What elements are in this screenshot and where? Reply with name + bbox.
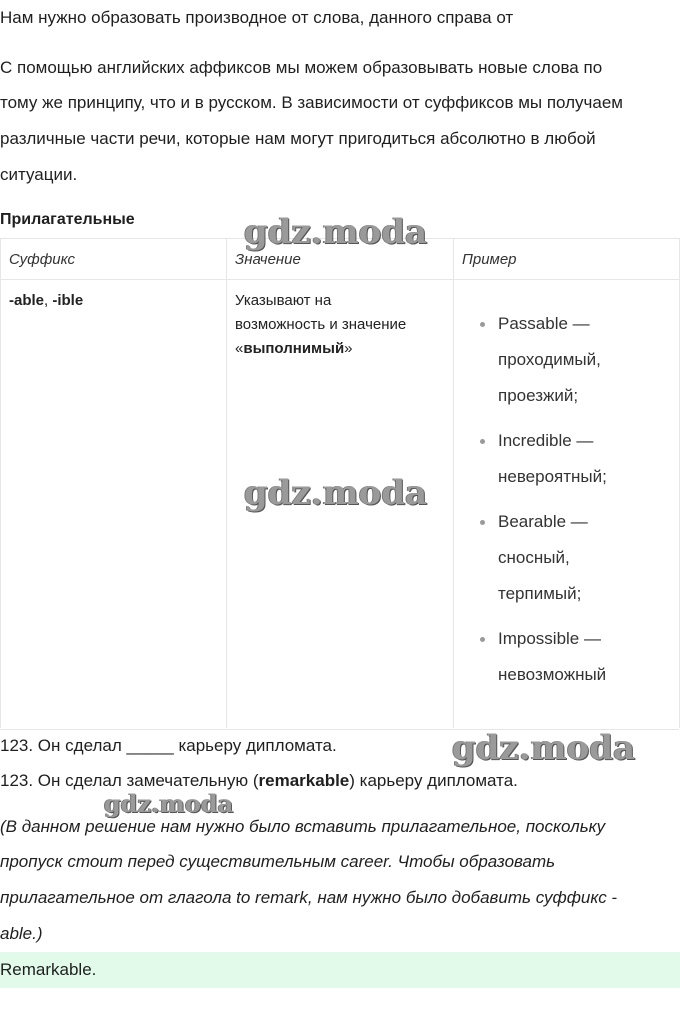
example-1-line-2: проходимый, <box>498 350 601 369</box>
intro-paragraph-line-3: различные части речи, которые нам могут пригодиться абсолютно в любой <box>0 129 596 148</box>
meaning-line-1: Указывают на <box>235 292 332 309</box>
answer-bold-word: remarkable <box>258 771 350 790</box>
example-3-line-1: Bearable — <box>498 512 588 531</box>
suffix-separator: , <box>44 292 53 309</box>
explanation-line-3: прилагательное от глагола to remark, нам нужно было добавить суффикс - <box>0 888 618 907</box>
watermark-logo: gdz.moda <box>452 728 636 768</box>
final-answer-box <box>0 952 680 988</box>
suffix-ible: -ible <box>52 292 84 309</box>
intro-paragraph-line-4: ситуации. <box>0 165 78 184</box>
bullet-icon <box>480 439 485 444</box>
watermark-logo: gdz.moda <box>244 212 428 252</box>
watermark-logo: gdz.moda <box>244 473 428 513</box>
exercise-task: 123. Он сделал _____ карьеру дипломата. <box>0 736 337 755</box>
example-1-line-1: Passable — <box>498 314 590 333</box>
bullet-icon <box>480 520 485 525</box>
bullet-icon <box>480 637 485 642</box>
intro-line: Нам нужно образовать производное от слова, данного справа от <box>0 8 514 27</box>
meaning-bold-word: выполнимый <box>243 340 345 357</box>
table-header-divider <box>0 279 679 280</box>
table-header-meaning: Значение <box>235 251 301 268</box>
section-title: Прилагательные <box>0 211 135 228</box>
explanation-line-1: (В данном решение нам нужно было вставить прилагательное, поскольку <box>0 817 606 836</box>
quote-open: « <box>235 340 244 357</box>
watermark-logo: gdz.moda <box>104 789 234 818</box>
table-header-example: Пример <box>462 251 517 268</box>
explanation-line-2: пропуск стоит перед существительным career. Чтобы образовать <box>0 852 556 871</box>
example-2-line-1: Incredible — <box>498 431 594 450</box>
example-1-line-3: проезжий; <box>498 386 579 405</box>
meaning-line-3 <box>235 337 353 361</box>
answer-prefix: 123. Он сделал замечательную ( <box>0 771 259 790</box>
intro-paragraph-line-2: тому же принципу, что и в русском. В зависимости от суффиксов мы получаем <box>0 93 623 112</box>
answer-suffix: ) карьеру дипломата. <box>349 771 518 790</box>
final-answer: Remarkable. <box>0 960 97 979</box>
example-2-line-2: невероятный; <box>498 467 607 486</box>
explanation-line-4: able.) <box>0 924 43 943</box>
example-3-line-2: сносный, <box>498 548 570 567</box>
example-3-line-3: терпимый; <box>498 584 582 603</box>
suffix-able: -able <box>9 292 45 309</box>
example-4-line-2: невозможный <box>498 665 607 684</box>
bullet-icon <box>480 322 485 327</box>
example-4-line-1: Impossible — <box>498 629 601 648</box>
table-divider-1 <box>226 238 227 728</box>
table-divider-2 <box>453 238 454 728</box>
table-cell-suffix <box>9 289 83 313</box>
quote-close: » <box>344 340 353 357</box>
table-header-suffix: Суффикс <box>9 251 75 268</box>
exercise-answer <box>0 771 518 791</box>
table-border-left <box>0 238 1 728</box>
meaning-line-2: возможность и значение <box>235 316 407 333</box>
intro-paragraph-line-1: С помощью английских аффиксов мы можем образовывать новые слова по <box>0 58 603 77</box>
